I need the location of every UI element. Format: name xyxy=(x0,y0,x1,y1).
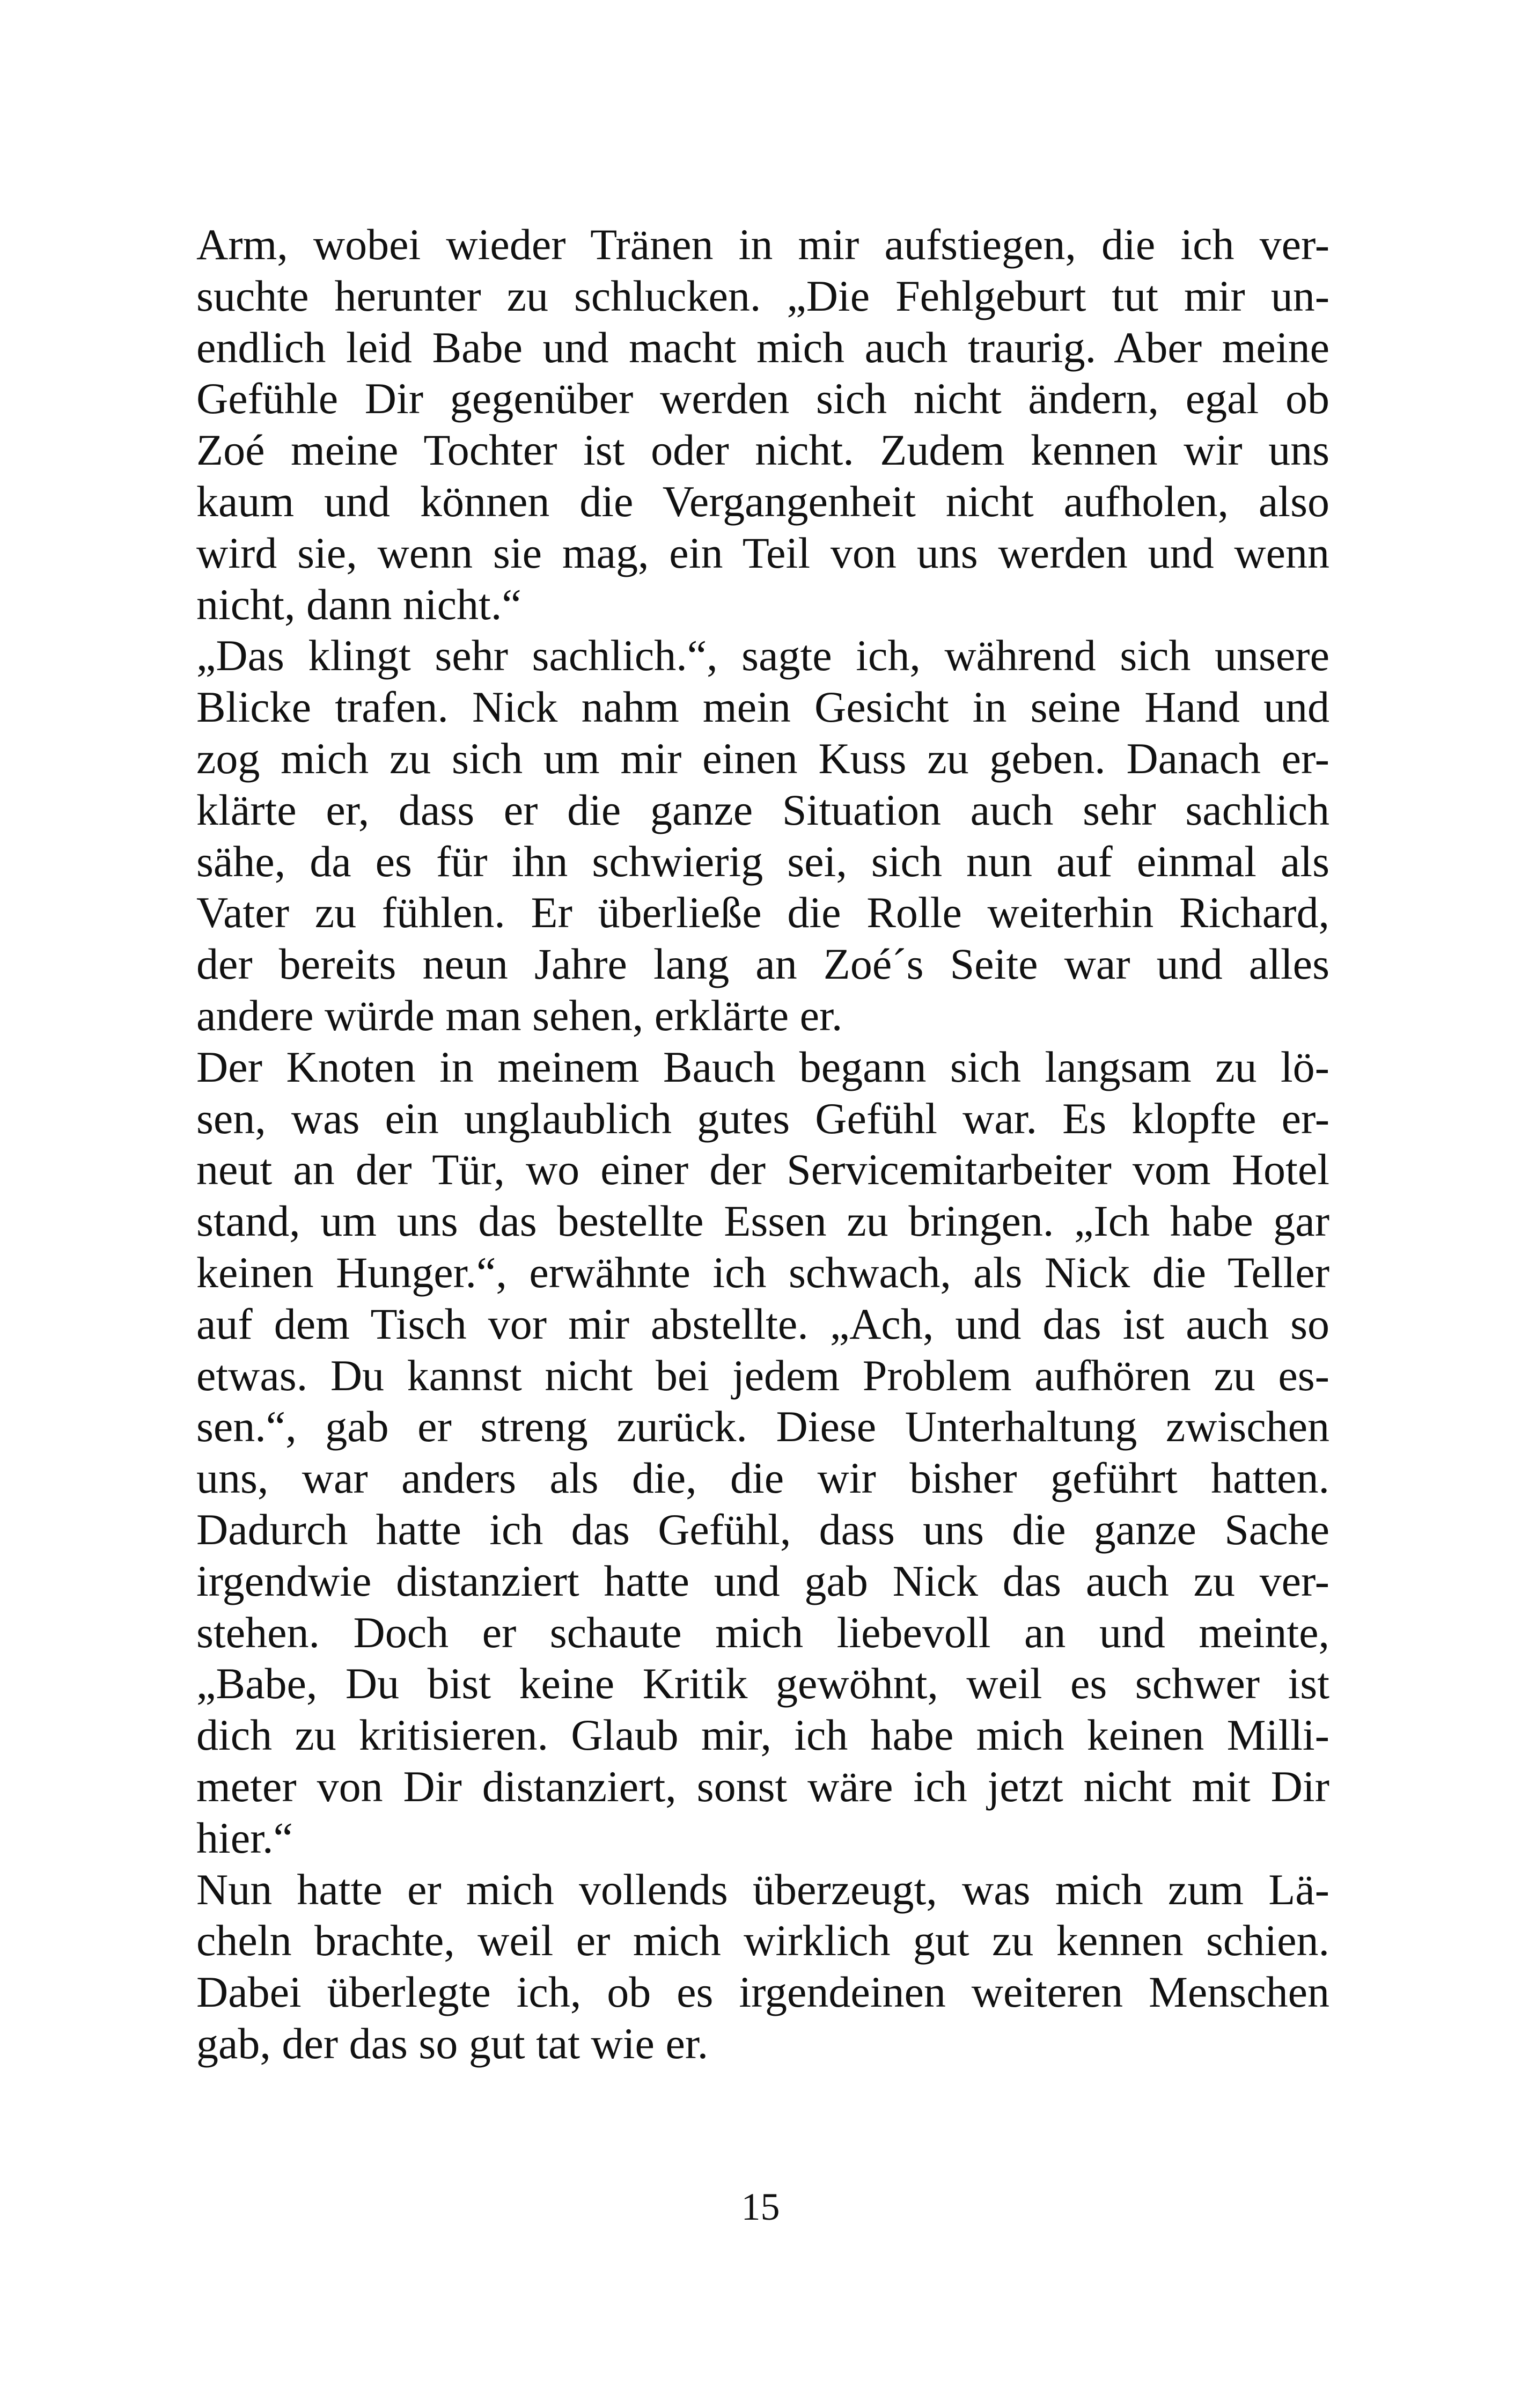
text-line: „Das klingt sehr sachlich.“, sagte ich, während sich unsere xyxy=(196,631,1329,680)
text-line: endlich leid Babe und macht mich auch traurig. Aber meine xyxy=(196,322,1329,372)
text-line: auf dem Tisch vor mir abstellte. „Ach, und das ist auch so xyxy=(196,1299,1329,1348)
text-line: neut an der Tür, wo einer der Servicemitarbeiter vom Hotel xyxy=(196,1145,1329,1194)
text-line: sen, was ein unglaublich gutes Gefühl war. Es klopfte er- xyxy=(196,1093,1329,1143)
text-line: Vater zu fühlen. Er überließe die Rolle weiterhin Richard, xyxy=(196,888,1329,937)
text-line: Zoé meine Tochter ist oder nicht. Zudem kennen wir uns xyxy=(196,425,1329,475)
text-line: suchte herunter zu schlucken. „Die Fehlgeburt tut mir un- xyxy=(196,271,1329,320)
text-line: hier.“ xyxy=(196,1813,293,1862)
text-line: kaum und können die Vergangenheit nicht aufholen, also xyxy=(196,476,1329,526)
text-line: Arm, wobei wieder Tränen in mir aufstiegen, die ich ver- xyxy=(196,220,1329,269)
text-line: irgendwie distanziert hatte und gab Nick das auch zu ver- xyxy=(196,1556,1329,1605)
text-line: wird sie, wenn sie mag, ein Teil von uns werden und wenn xyxy=(196,528,1329,577)
text-line: dich zu kritisieren. Glaub mir, ich habe mich keinen Milli- xyxy=(196,1710,1329,1760)
text-line: „Babe, Du bist keine Kritik gewöhnt, weil es schwer ist xyxy=(196,1659,1329,1708)
text-line: klärte er, dass er die ganze Situation auch sehr sachlich xyxy=(196,785,1329,834)
text-line: sähe, da es für ihn schwierig sei, sich nun auf einmal als xyxy=(196,836,1329,886)
text-line: etwas. Du kannst nicht bei jedem Problem aufhören zu es- xyxy=(196,1350,1329,1400)
text-line: uns, war anders als die, die wir bisher geführt hatten. xyxy=(196,1453,1329,1503)
text-line: Dabei überlegte ich, ob es irgendeinen weiteren Menschen xyxy=(196,1967,1329,2017)
body-text xyxy=(196,219,1329,2069)
text-line: zog mich zu sich um mir einen Kuss zu geben. Danach er- xyxy=(196,733,1329,783)
text-line: Der Knoten in meinem Bauch begann sich langsam zu lö- xyxy=(196,1042,1329,1091)
text-line: stand, um uns das bestellte Essen zu bringen. „Ich habe gar xyxy=(196,1196,1329,1246)
text-line: gab, der das so gut tat wie er. xyxy=(196,2018,709,2068)
text-line: Nun hatte er mich vollends überzeugt, was mich zum Lä- xyxy=(196,1864,1329,1914)
text-line: nicht, dann nicht.“ xyxy=(196,579,521,629)
text-line: andere würde man sehen, erklärte er. xyxy=(196,990,843,1040)
text-line: Blicke trafen. Nick nahm mein Gesicht in seine Hand und xyxy=(196,682,1329,732)
page-number: 15 xyxy=(741,2185,780,2228)
text-line: cheln brachte, weil er mich wirklich gut zu kennen schien. xyxy=(196,1916,1329,1965)
text-line: Dadurch hatte ich das Gefühl, dass uns die ganze Sache xyxy=(196,1504,1329,1554)
text-line: meter von Dir distanziert, sonst wäre ich jetzt nicht mit Dir xyxy=(196,1761,1329,1811)
text-line: der bereits neun Jahre lang an Zoé´s Seite war und alles xyxy=(196,939,1329,989)
text-line: Gefühle Dir gegenüber werden sich nicht ändern, egal ob xyxy=(196,374,1329,423)
text-line: stehen. Doch er schaute mich liebevoll an und meinte, xyxy=(196,1607,1329,1657)
text-line: sen.“, gab er streng zurück. Diese Unterhaltung zwischen xyxy=(196,1402,1329,1451)
text-line: keinen Hunger.“, erwähnte ich schwach, als Nick die Teller xyxy=(196,1247,1329,1297)
